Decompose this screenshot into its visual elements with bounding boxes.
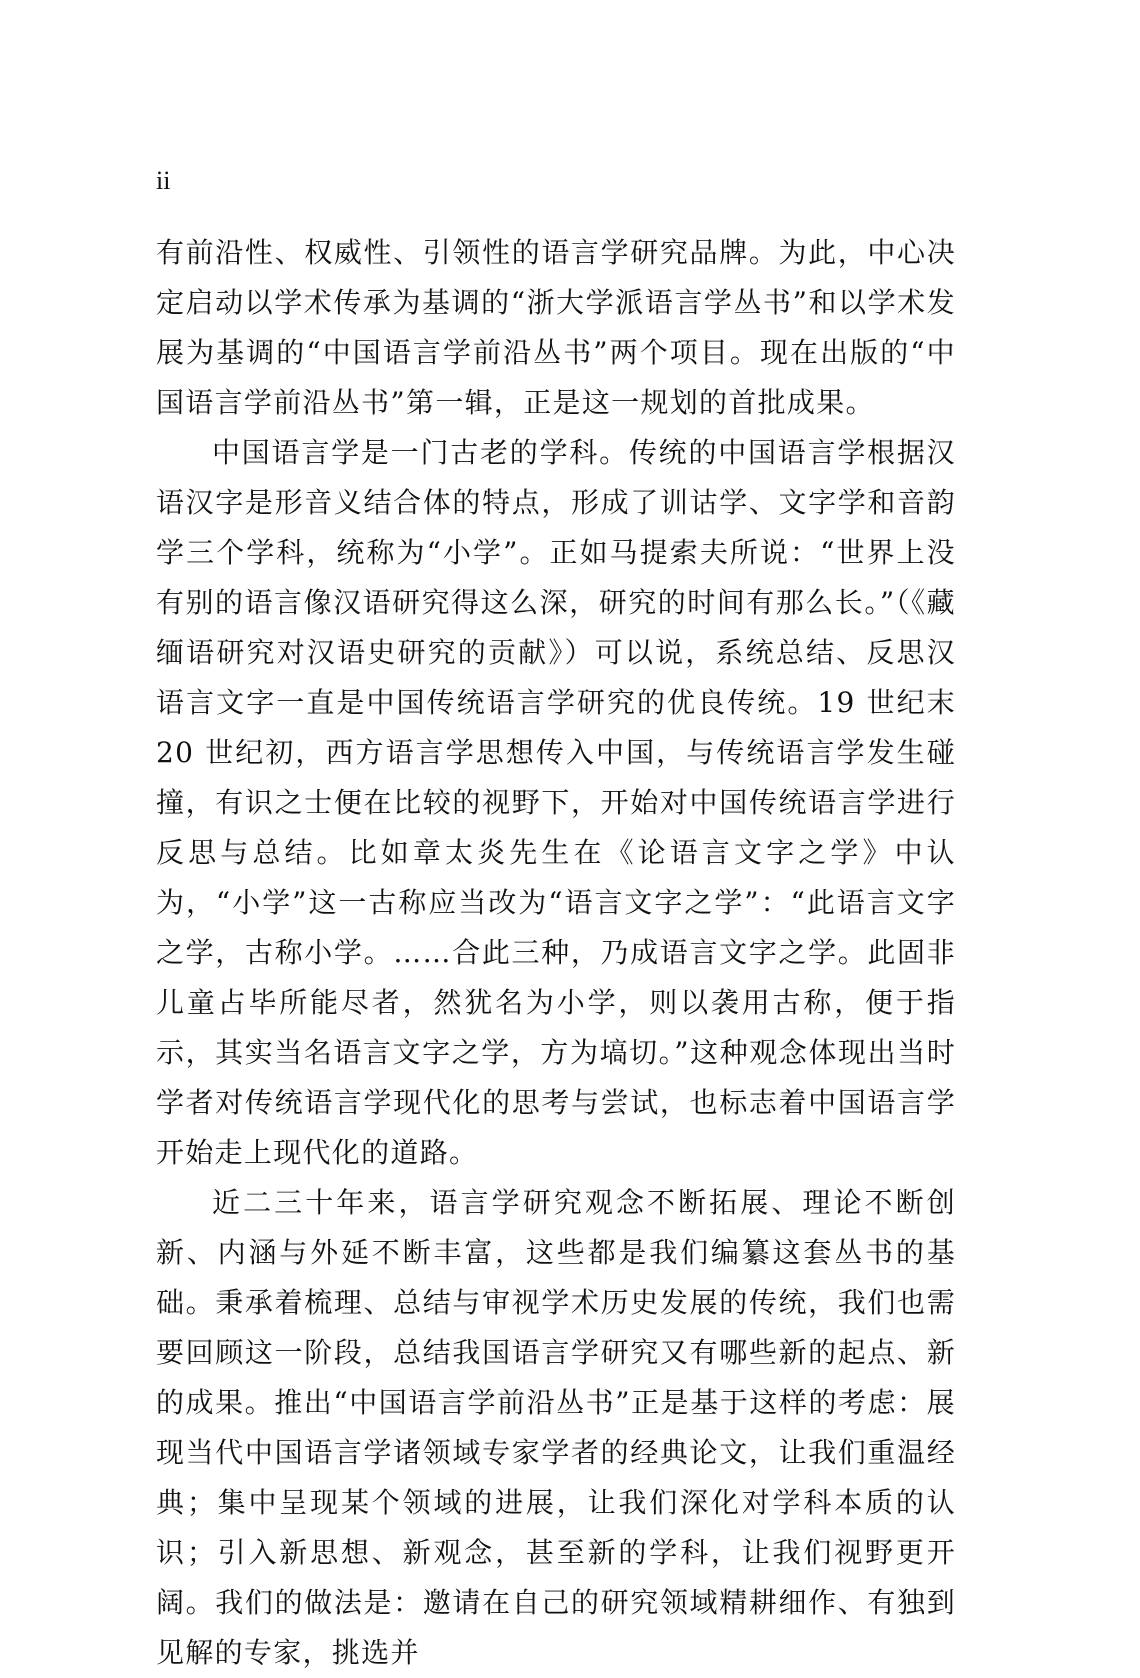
paragraph-chinese-linguistics-history: 中国语言学是一门古老的学科。传统的中国语言学根据汉语汉字是形音义结合体的特点，形成了训诂学、文字学和音韵学三个学科，统称为“小学”。正如马提索夫所说：“世界上没有别的语言像汉语研究得这么深，研究的时间有那么长。”（《藏缅语研究对汉语史研究的贡献》）可以说，系统总结、反思汉语言文字一直是中国传统语言学研究的优良传统。19 世纪末 20 世纪初，西方语言学思想传入中国，与传统语言学发生碰撞，有识之士便在比较的视野下，开始对中国传统语言学进行反思与总结。比如章太炎先生在《论语言文字之学》中认为，“小学”这一古称应当改为“语言文字之学”：“此语言文字之学，古称小学。……合此三种，乃成语言文字之学。此固非儿童占毕所能尽者，然犹名为小学，则以袭用古称，便于指示，其实当名语言文字之学，方为塙切。”这种观念体现出当时学者对传统语言学现代化的思考与尝试，也标志着中国语言学开始走上现代化的道路。: [156, 436, 956, 1169]
paragraph-continuation: 有前沿性、权威性、引领性的语言学研究品牌。为此，中心决定启动以学术传承为基调的“浙大学派语言学丛书”和以学术发展为基调的“中国语言学前沿丛书”两个项目。现在出版的“中国语言学前沿丛书”第一辑，正是这一规划的首批成果。: [156, 236, 956, 419]
paragraph-series-purpose: 近二三十年来，语言学研究观念不断拓展、理论不断创新、内涵与外延不断丰富，这些都是我们编纂这套丛书的基础。秉承着梳理、总结与审视学术历史发展的传统，我们也需要回顾这一阶段，总结我国语言学研究又有哪些新的起点、新的成果。推出“中国语言学前沿丛书”正是基于这样的考虑：展现当代中国语言学诸领域专家学者的经典论文，让我们重温经典；集中呈现某个领域的进展，让我们深化对学科本质的认识；引入新思想、新观念，甚至新的学科，让我们视野更开阔。我们的做法是：邀请在自己的研究领域精耕细作、有独到见解的专家，挑选并: [156, 1186, 956, 1669]
page-number: ii: [156, 166, 171, 195]
body-text: [156, 228, 956, 1678]
